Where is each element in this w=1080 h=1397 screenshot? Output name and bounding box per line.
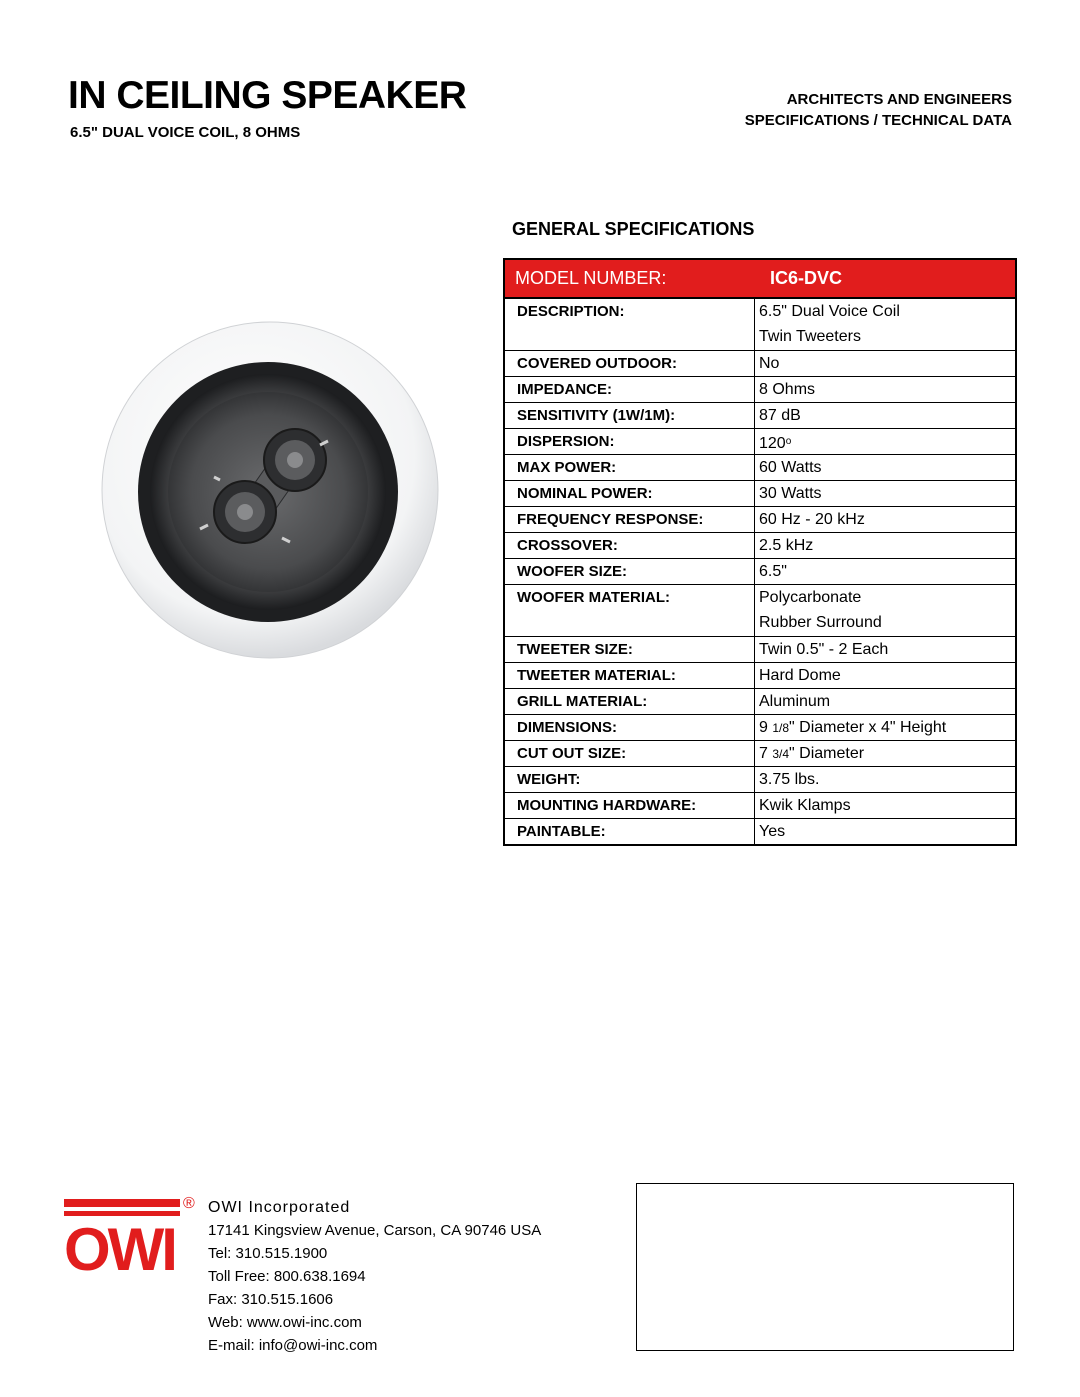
spec-value: Yes <box>759 823 786 840</box>
stamp-box <box>636 1183 1014 1351</box>
document-type <box>745 89 1012 131</box>
spec-value <box>755 429 791 454</box>
spec-value <box>755 715 946 740</box>
spec-value: 6.5" <box>759 563 787 580</box>
spec-label: GRILL MATERIAL: <box>505 689 755 714</box>
spec-label: WOOFER SIZE: <box>505 559 755 584</box>
spec-row <box>505 299 1015 351</box>
spec-label: WOOFER MATERIAL: <box>505 585 755 636</box>
spec-value: 3.75 lbs. <box>759 771 820 788</box>
spec-value: 8 Ohms <box>759 381 816 398</box>
spec-row <box>505 819 1015 844</box>
spec-label: NOMINAL POWER: <box>505 481 755 506</box>
spec-label: MAX POWER: <box>505 455 755 480</box>
company-tel: Tel: 310.515.1900 <box>208 1245 328 1262</box>
spec-value: 60 Watts <box>759 459 822 476</box>
spec-value: Aluminum <box>759 693 831 710</box>
spec-row <box>505 741 1015 767</box>
dimension-whole: 9 <box>759 719 773 736</box>
company-fax: Fax: 310.515.1606 <box>208 1291 334 1308</box>
spec-value: 87 dB <box>759 407 801 424</box>
company-web[interactable]: Web: www.owi-inc.com <box>208 1314 362 1331</box>
spec-label: DISPERSION: <box>505 429 755 454</box>
spec-label: PAINTABLE: <box>505 819 755 844</box>
spec-value-line-1: 6.5" Dual Voice Coil <box>759 303 900 320</box>
spec-value: 30 Watts <box>759 485 822 502</box>
spec-row <box>505 481 1015 507</box>
spec-row <box>505 559 1015 585</box>
spec-label: TWEETER SIZE: <box>505 637 755 662</box>
spec-value: 2.5 kHz <box>759 537 814 554</box>
spec-value-line-2: Rubber Surround <box>759 614 882 631</box>
document-type-line-1: ARCHITECTS AND ENGINEERS <box>786 91 1012 108</box>
model-number-value: IC6-DVC <box>770 268 843 288</box>
page-subtitle: 6.5" DUAL VOICE COIL, 8 OHMS <box>70 124 301 141</box>
owi-logo <box>64 1197 180 1278</box>
owi-logo-text: OWI <box>64 1216 175 1273</box>
cutout-fraction: 3/4 <box>772 747 790 761</box>
registered-mark: ® <box>183 1195 195 1212</box>
spec-value-line-1: Polycarbonate <box>759 589 862 606</box>
dispersion-value: 120 <box>759 435 786 452</box>
spec-value <box>755 585 882 636</box>
spec-value <box>755 299 900 350</box>
spec-label: CROSSOVER: <box>505 533 755 558</box>
spec-label: WEIGHT: <box>505 767 755 792</box>
spec-row <box>505 585 1015 637</box>
model-number-row <box>505 260 1015 299</box>
ceiling-speaker-image <box>100 320 440 665</box>
spec-row <box>505 663 1015 689</box>
spec-label: DIMENSIONS: <box>505 715 755 740</box>
spec-label: DESCRIPTION: <box>505 299 755 350</box>
company-toll-free: Toll Free: 800.638.1694 <box>208 1268 366 1285</box>
spec-label: IMPEDANCE: <box>505 377 755 402</box>
section-title: GENERAL SPECIFICATIONS <box>512 219 755 239</box>
company-address: 17141 Kingsview Avenue, Carson, CA 90746 USA <box>208 1222 542 1239</box>
spec-row <box>505 715 1015 741</box>
spec-row <box>505 403 1015 429</box>
spec-row <box>505 767 1015 793</box>
document-type-line-2: SPECIFICATIONS / TECHNICAL DATA <box>744 112 1012 129</box>
spec-label: FREQUENCY RESPONSE: <box>505 507 755 532</box>
spec-value: Twin 0.5" - 2 Each <box>759 641 889 658</box>
spec-value-line-2: Twin Tweeters <box>759 328 861 345</box>
spec-table <box>503 258 1017 846</box>
company-email[interactable]: E-mail: info@owi-inc.com <box>208 1337 378 1354</box>
cutout-rest: " Diameter <box>789 745 865 762</box>
spec-row <box>505 455 1015 481</box>
spec-row <box>505 429 1015 455</box>
company-contact <box>208 1196 541 1357</box>
spec-label: SENSITIVITY (1W/1M): <box>505 403 755 428</box>
spec-row <box>505 351 1015 377</box>
spec-value: Hard Dome <box>759 667 841 684</box>
spec-value <box>755 741 864 766</box>
spec-row <box>505 689 1015 715</box>
spec-row <box>505 637 1015 663</box>
spec-value: No <box>759 355 780 372</box>
model-number-label: MODEL NUMBER: <box>515 268 667 288</box>
spec-value: 60 Hz - 20 kHz <box>759 511 865 528</box>
spec-label: TWEETER MATERIAL: <box>505 663 755 688</box>
spec-label: CUT OUT SIZE: <box>505 741 755 766</box>
spec-value: Kwik Klamps <box>759 797 851 814</box>
dimension-fraction: 1/8 <box>772 721 790 735</box>
company-name: OWI Incorporated <box>208 1199 351 1216</box>
spec-row <box>505 793 1015 819</box>
page-title: IN CEILING SPEAKER <box>68 74 467 117</box>
spec-row <box>505 533 1015 559</box>
spec-row <box>505 377 1015 403</box>
spec-label: MOUNTING HARDWARE: <box>505 793 755 818</box>
spec-label: COVERED OUTDOOR: <box>505 351 755 376</box>
degree-superscript: o <box>785 436 792 447</box>
spec-row <box>505 507 1015 533</box>
cutout-whole: 7 <box>759 745 773 762</box>
dimension-rest: " Diameter x 4" Height <box>789 719 947 736</box>
